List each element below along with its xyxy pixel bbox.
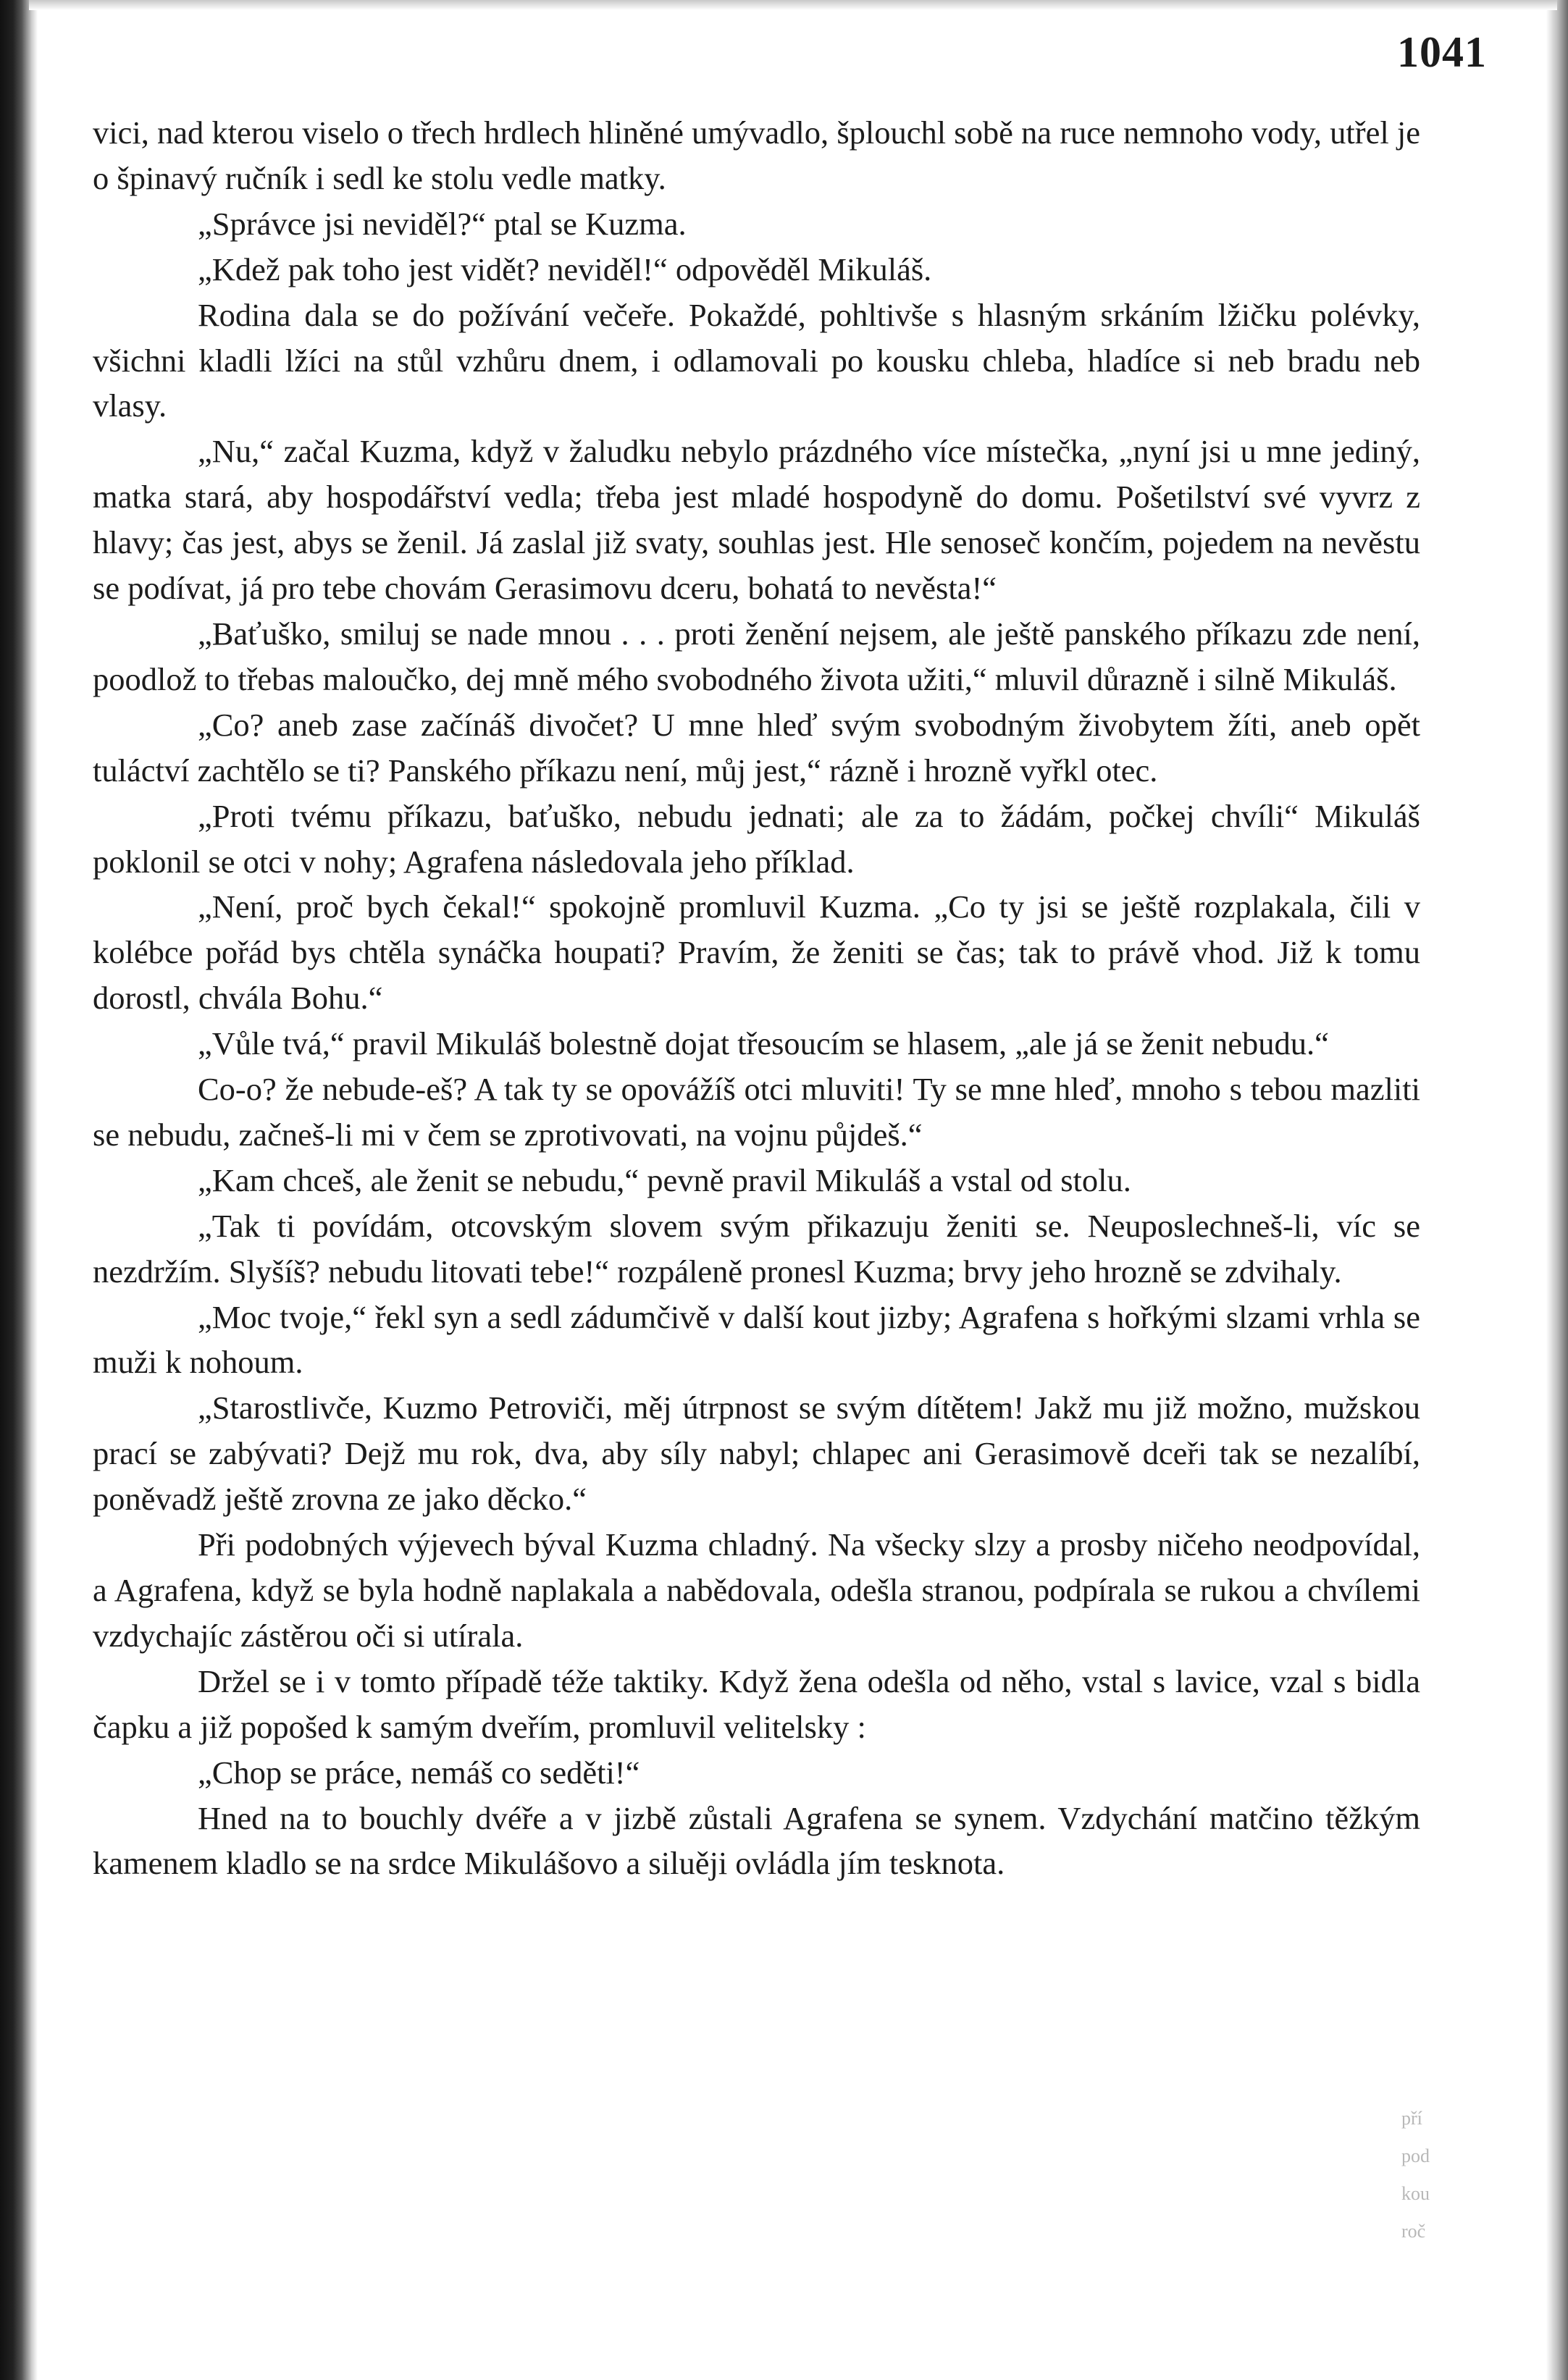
- body-text: [93, 110, 1420, 1886]
- paragraph: Držel se i v tomto případě téže taktiky. Když žena odešla od něho, vstal s lavice, vzal s bidla čapku a již popošed k samým dveřím, promluvil velitelsky :: [93, 1662, 1420, 1745]
- paragraph: „Vůle tvá,“ pravil Mikuláš bolestně dojat třesoucím se hlasem, „ale já se ženit nebudu.“: [198, 1025, 1329, 1062]
- bleed-line: pří: [1401, 2108, 1422, 2129]
- paragraph: Při podobných výjevech býval Kuzma chladný. Na všecky slzy a prosby ničeho neodpovídal, a Agrafena, když se byla hodně naplakala a nabědovala, odešla stranou, podpírala se rukou a chvílemi vzdychajíc zástěrou oči si utírala.: [93, 1526, 1420, 1654]
- paragraph: „Starostlivče, Kuzmo Petroviči, měj útrpnost se svým dítětem! Jakž mu již možno, mužskou prací se zabývati? Dejž mu rok, dva, aby síly nabyl; chlapec ani Gerasimově dceři tak se nezalíbí, poněvadž ještě zrovna ze jako děcko.“: [93, 1389, 1420, 1518]
- paragraph: „Proti tvému příkazu, baťuško, nebudu jednati; ale za to žádám, počkej chvíli“ Mikuláš poklonil se otci v nohy; Agrafena následovala jeho příklad.: [93, 797, 1420, 880]
- scan-binding-edge: [0, 0, 38, 2380]
- paragraph: Hned na to bouchly dvéře a v jizbě zůstali Agrafena se synem. Vzdychání matčino těžkým kamenem kladlo se na srdce Mikulášovo a siluěji ovládla jím tesknota.: [93, 1799, 1420, 1882]
- scan-top-edge: [29, 0, 1557, 10]
- bleed-line: kou: [1401, 2183, 1430, 2204]
- paragraph: „Chop se práce, nemáš co seděti!“: [198, 1754, 640, 1791]
- paragraph: „Nu,“ začal Kuzma, když v žaludku nebylo prázdného více místečka, „nyní jsi u mne jediný, matka stará, aby hospodářství vedla; třeba jest mladé hospodyně do domu. Pošetilství své vyvrz z hlavy; čas jest, abys se ženil. Já zaslal již svaty, souhlas jest. Hle senoseč končím, pojedem na nevěstu se podívat, já pro tebe chovám Gerasimovu dceru, bohatá to nevěsta!“: [93, 433, 1420, 607]
- paragraph: „Není, proč bych čekal!“ spokojně promluvil Kuzma. „Co ty jsi se ještě rozplakala, čili v kolébce pořád bys chtěla synáčka houpati? Pravím, že ženiti se čas; tak to právě vhod. Již k tomu dorostl, chvála Bohu.“: [93, 888, 1420, 1017]
- bleed-line: roč: [1401, 2221, 1426, 2242]
- paragraph: Co-o? že nebude-eš? A tak ty se opovážíš otci mluviti! Ty se mne hleď, mnoho s tebou mazliti se nebudu, začneš-li mi v čem se zprotivovati, na vojnu půjdeš.“: [93, 1071, 1420, 1153]
- paragraph: „Kdež pak toho jest vidět? neviděl!“ odpověděl Mikuláš.: [198, 251, 932, 287]
- paragraph: „Kam chceš, ale ženit se nebudu,“ pevně pravil Mikuláš a vstal od stolu.: [198, 1161, 1131, 1198]
- paragraph: „Moc tvoje,“ řekl syn a sedl zádumčivě v další kout jizby; Agrafena s hořkými slzami vrhla se muži k nohoum.: [93, 1298, 1420, 1381]
- bleed-through-text: [1401, 2100, 1546, 2250]
- scan-right-edge: [1546, 0, 1568, 2380]
- page-number: 1041: [1397, 28, 1487, 76]
- paragraph: „Co? aneb zase začínáš divočet? U mne hleď svým svobodným živobytem žíti, aneb opět tuláctví zachtělo se ti? Panského příkazu není, můj jest,“ rázně i hrozně vyřkl otec.: [93, 706, 1420, 789]
- paragraph: „Správce jsi neviděl?“ ptal se Kuzma.: [198, 205, 687, 242]
- paragraph: Rodina dala se do požívání večeře. Pokaždé, pohltivše s hlasným srkáním lžičku polévky, všichni kladli lžíci na stůl vzhůru dnem, i odlamovali po kousku chleba, hladíce si neb bradu neb vlasy.: [93, 296, 1420, 424]
- paragraph: „Baťuško, smiluj se nade mnou . . . proti ženění nejsem, ale ještě panského příkazu zde není, poodlož to třebas maloučko, dej mně mého svobodného života užiti,“ mluvil důrazně i silně Mikuláš.: [93, 615, 1420, 697]
- bleed-line: pod: [1401, 2145, 1430, 2166]
- paragraph: vici, nad kterou viselo o třech hrdlech hliněné umývadlo, šplouchl sobě na ruce nemnoho vody, utřel je o špinavý ručník i sedl ke stolu vedle matky.: [93, 114, 1420, 196]
- paragraph: „Tak ti povídám, otcovským slovem svým přikazuju ženiti se. Neuposlechneš-li, víc se nezdržím. Slyšíš? nebudu litovati tebe!“ rozpáleně pronesl Kuzma; brvy jeho hrozně se zdvihaly.: [93, 1207, 1420, 1290]
